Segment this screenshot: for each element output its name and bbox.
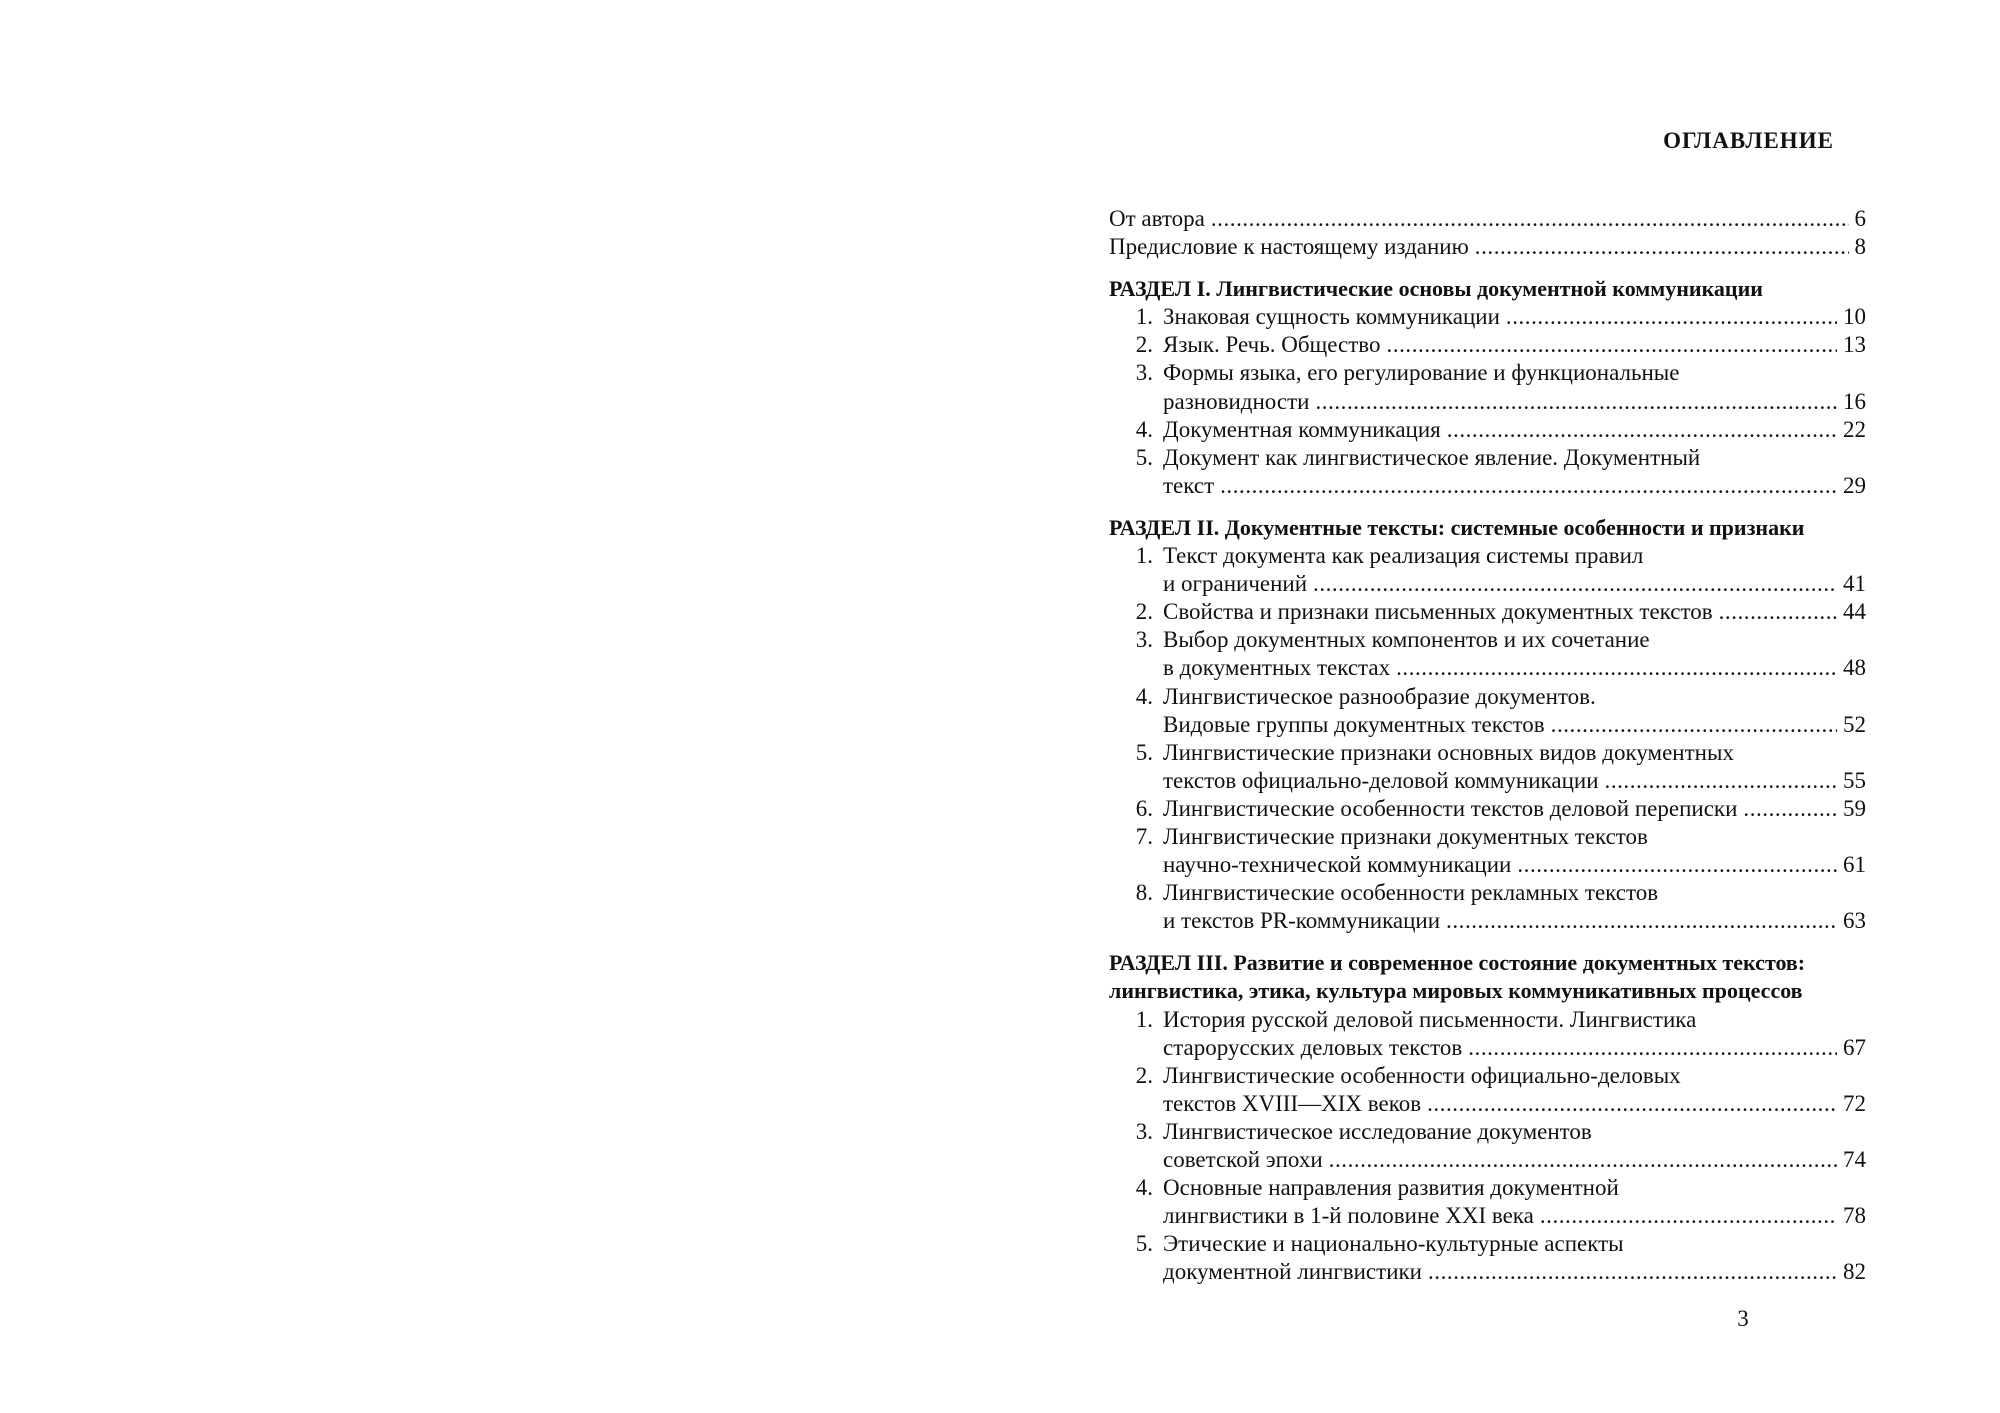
toc-item-number: 4. [1135, 416, 1153, 442]
section-heading: РАЗДЕЛ I. Лингвистические основы документной коммуникации [1109, 276, 1763, 302]
toc-item-page: 59 [1843, 795, 1866, 821]
dot-leader [1506, 303, 1837, 331]
toc-item[interactable] [1109, 823, 1866, 879]
dot-leader [1211, 205, 1849, 233]
dot-leader [1551, 711, 1837, 739]
toc-item-text: Лингвистическое исследование документов [1163, 1118, 1592, 1144]
toc-item-number: 1. [1135, 543, 1153, 569]
toc-item-text: разновидности [1163, 388, 1310, 414]
toc-item[interactable] [1109, 303, 1866, 331]
dot-leader [1427, 1090, 1837, 1118]
toc-item-number: 1. [1135, 304, 1153, 330]
toc-entry-text: Предисловие к настоящему изданию [1109, 234, 1469, 260]
toc-item-page: 74 [1843, 1147, 1866, 1172]
dot-leader [1468, 1034, 1837, 1062]
toc-item[interactable] [1109, 683, 1866, 739]
toc-item[interactable] [1109, 598, 1866, 626]
dot-leader [1387, 331, 1837, 359]
toc-item-page: 82 [1843, 1259, 1866, 1285]
section-heading-line: лингвистика, этика, культура мировых коммуникативных процессов [1109, 978, 1803, 1004]
toc-item-number: 3. [1135, 360, 1153, 386]
toc-title: ОГЛАВЛЕНИЕ [1663, 128, 1834, 153]
toc-item-page: 22 [1843, 416, 1866, 442]
toc-item-text: Знаковая сущность коммуникации [1163, 304, 1500, 330]
toc-item-text: Лингвистические особенности текстов деловой переписки [1163, 795, 1738, 821]
toc-item-text: в документных текстах [1163, 655, 1391, 681]
toc-item-text: Видовые группы документных текстов [1163, 711, 1545, 737]
dot-leader [1313, 570, 1837, 598]
toc-entry[interactable] [1109, 205, 1866, 233]
toc-item-text: лингвистики в 1-й половине XXI века [1163, 1203, 1534, 1229]
toc-item[interactable] [1109, 739, 1866, 795]
toc-entry-text: От автора [1109, 206, 1205, 231]
toc-item-number: 2. [1135, 332, 1153, 358]
toc-item-text: текстов официально-деловой коммуникации [1163, 767, 1599, 793]
toc-page [1000, 0, 2000, 1413]
toc-item-page: 13 [1843, 332, 1866, 358]
toc-item[interactable] [1109, 1174, 1866, 1230]
toc-item[interactable] [1109, 416, 1866, 444]
toc-item-text: текст [1163, 472, 1215, 498]
toc-item-text: Свойства и признаки письменных документных текстов [1163, 599, 1713, 625]
dot-leader [1540, 1202, 1837, 1230]
toc-item-number: 2. [1135, 599, 1153, 625]
page-number: 3 [1737, 1306, 1749, 1331]
toc-item[interactable] [1109, 1118, 1866, 1174]
toc-item-text: и ограничений [1163, 571, 1308, 597]
dot-leader [1446, 907, 1837, 935]
dot-leader [1428, 1258, 1837, 1286]
toc-item-text: Текст документа как реализация системы правил [1163, 543, 1644, 569]
table-of-contents [1109, 205, 1866, 1286]
toc-item-text: Формы языка, его регулирование и функциональные [1163, 360, 1680, 386]
toc-item-number: 8. [1135, 880, 1153, 906]
toc-item-text: Этические и национально-культурные аспекты [1163, 1231, 1624, 1257]
dot-leader [1447, 416, 1837, 444]
toc-item-number: 1. [1135, 1006, 1153, 1032]
toc-item[interactable] [1109, 795, 1866, 823]
toc-item[interactable] [1109, 626, 1866, 682]
dot-leader [1605, 767, 1837, 795]
dot-leader [1743, 795, 1837, 823]
toc-item-text: научно-технической коммуникации [1163, 852, 1512, 878]
toc-item-number: 5. [1135, 444, 1153, 470]
toc-item-page: 72 [1843, 1090, 1866, 1116]
toc-item-page: 48 [1843, 655, 1866, 681]
dot-leader [1719, 598, 1837, 626]
toc-item-text: Лингвистические признаки основных видов документных [1163, 739, 1734, 765]
toc-item[interactable] [1109, 1230, 1866, 1286]
toc-item-number: 4. [1135, 683, 1153, 709]
toc-item-text: Документная коммуникация [1163, 416, 1441, 442]
toc-item-number: 5. [1135, 739, 1153, 765]
toc-item[interactable] [1109, 1006, 1866, 1062]
toc-item-text: старорусских деловых текстов [1163, 1034, 1463, 1060]
toc-item-page: 67 [1843, 1034, 1866, 1060]
dot-leader [1475, 233, 1849, 261]
toc-item-text: Документ как лингвистическое явление. Документный [1163, 444, 1701, 470]
dot-leader [1315, 388, 1837, 416]
section-heading-line: РАЗДЕЛ III. Развитие и современное состояние документных текстов: [1109, 950, 1806, 976]
toc-item-page: 10 [1843, 304, 1866, 330]
toc-item-text: Выбор документных компонентов и их сочетание [1163, 627, 1650, 653]
toc-item[interactable] [1109, 879, 1866, 935]
toc-item-number: 7. [1135, 823, 1153, 849]
dot-leader [1517, 851, 1837, 879]
toc-item-text: документной лингвистики [1163, 1259, 1422, 1285]
dot-leader [1329, 1146, 1837, 1174]
toc-item-text: Основные направления развития документной [1163, 1175, 1619, 1201]
toc-item-text: советской эпохи [1163, 1147, 1323, 1172]
toc-item-text: История русской деловой письменности. Лингвистика [1163, 1006, 1697, 1032]
toc-item[interactable] [1109, 359, 1866, 415]
toc-item-number: 3. [1135, 1118, 1153, 1144]
toc-entry[interactable] [1109, 233, 1866, 261]
toc-item-page: 63 [1843, 908, 1866, 934]
toc-item-text: Лингвистические особенности рекламных текстов [1163, 880, 1659, 906]
toc-item-text: текстов XVIII—XIX веков [1163, 1090, 1422, 1116]
toc-item[interactable] [1109, 1062, 1866, 1118]
toc-item[interactable] [1109, 331, 1866, 359]
toc-item-number: 4. [1135, 1175, 1153, 1201]
toc-item-text: и текстов PR-коммуникации [1163, 908, 1441, 934]
toc-item-page: 61 [1843, 852, 1866, 878]
toc-item-page: 41 [1843, 571, 1866, 597]
toc-item[interactable] [1109, 542, 1866, 598]
toc-item-text: Язык. Речь. Общество [1163, 332, 1381, 358]
toc-item-number: 2. [1135, 1062, 1153, 1088]
toc-item-text: Лингвистические признаки документных текстов [1163, 823, 1648, 849]
toc-item[interactable] [1109, 444, 1866, 500]
toc-item-number: 5. [1135, 1231, 1153, 1257]
toc-entry-page: 8 [1854, 234, 1866, 260]
toc-item-number: 3. [1135, 627, 1153, 653]
toc-item-page: 44 [1843, 599, 1866, 625]
toc-entry-page: 6 [1854, 206, 1866, 231]
toc-item-page: 16 [1843, 388, 1866, 414]
section-heading: РАЗДЕЛ II. Документные тексты: системные особенности и признаки [1109, 514, 1805, 540]
section-heading [1109, 949, 1866, 1005]
toc-item-page: 29 [1843, 472, 1866, 498]
toc-item-page: 55 [1843, 767, 1866, 793]
dot-leader [1396, 654, 1837, 682]
toc-item-page: 78 [1843, 1203, 1866, 1229]
toc-item-text: Лингвистическое разнообразие документов. [1163, 683, 1596, 709]
toc-item-text: Лингвистические особенности официально-деловых [1163, 1062, 1681, 1088]
toc-item-number: 6. [1135, 795, 1153, 821]
dot-leader [1220, 472, 1837, 500]
toc-item-page: 52 [1843, 711, 1866, 737]
